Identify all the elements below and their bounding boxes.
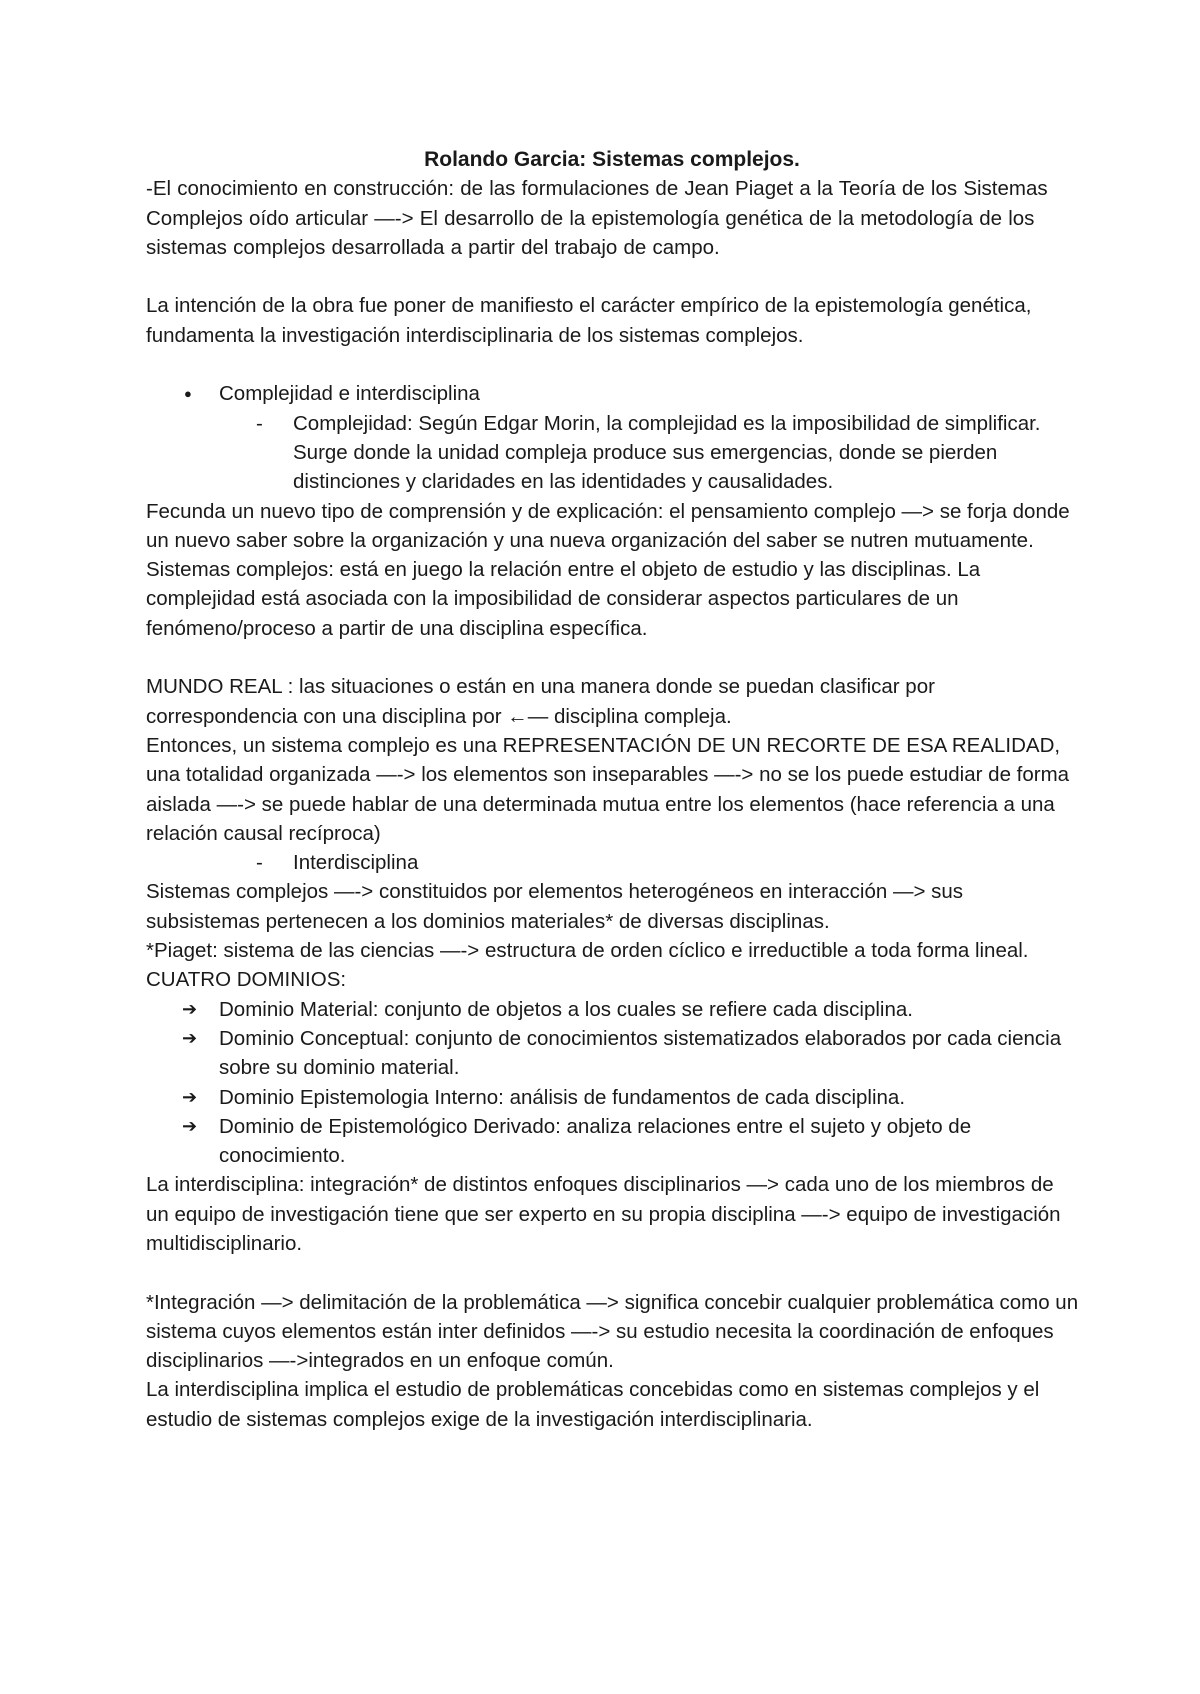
arrow-icon: ➔ [182,1086,198,1107]
blank-line [146,643,1080,672]
paragraph-entonces: Entonces, un sistema complejo es una REPRESENTACIÓN DE UN RECORTE DE ESA REALIDAD, una totalidad organizada —-> los elementos son inseparables —-> no se los puede estudiar de forma aislada —-> se puede hablar de una determinada mutua entre los elementos (hace referencia a una relación causal recíproca) [146,733,1070,845]
paragraph-piaget: *Piaget: sistema de las ciencias —-> estructura de orden cíclico e irreductible a toda forma lineal. CUATRO DOMINIOS: [146,939,1029,992]
list-item-text: Complejidad e interdisciplina [219,382,480,406]
arrow-icon: ➔ [182,998,198,1019]
paragraph-sistemas-complejos: Sistemas complejos: está en juego la relación entre el objeto de estudio y las disciplinas. La complejidad está asociada con la imposibilidad de considerar aspectos particulares de un fenómeno/proceso a partir de una disciplina específica. [146,558,981,640]
dash-icon: - [256,851,263,875]
dash-list [146,848,1080,877]
list-item [146,409,1080,497]
list-item-text: Dominio Epistemologia Interno: análisis de fundamentos de cada disciplina. [219,1085,906,1109]
paragraph-interdisciplina: La interdisciplina: integración* de distintos enfoques disciplinarios —> cada uno de los miembros de un equipo de investigación tiene que ser experto en su propia disciplina —-> equipo de investigación multidisciplinario. [146,1173,1061,1255]
paragraph-mundo-real: MUNDO REAL : las situaciones o están en una manera donde se puedan clasificar por correspondencia con una disciplina por ←— disciplina compleja. [146,675,935,728]
list-item-text: Interdisciplina [293,851,419,875]
paragraph-conclusion: La interdisciplina implica el estudio de problemáticas concebidas como en sistemas complejos y el estudio de sistemas complejos exige de la investigación interdisciplinaria. [146,1378,1040,1431]
arrow-list [146,995,1080,1171]
paragraph-constituidos: Sistemas complejos —-> constituidos por elementos heterogéneos en interacción —> sus subsistemas pertenecen a los dominios materiales* de diversas disciplinas. [146,880,964,933]
list-item [146,1083,1080,1112]
list-item-text: Dominio Material: conjunto de objetos a los cuales se refiere cada disciplina. [219,997,913,1021]
bullet-list [146,379,1080,408]
list-item [146,1112,1080,1171]
paragraph-intention: La intención de la obra fue poner de manifiesto el carácter empírico de la epistemología genética, fundamenta la investigación interdisciplinaria de los sistemas complejos. [146,294,1032,347]
blank-line [146,262,1080,291]
dash-icon: - [256,411,263,435]
list-item [146,995,1080,1024]
blank-line [146,350,1080,379]
list-item-text: Complejidad: Según Edgar Morin, la complejidad es la imposibilidad de simplificar. Surge donde la unidad compleja produce sus emergencias, donde se pierden distinciones y claridades en las identidades y causalidades. [293,411,1041,494]
paragraph-intro: -El conocimiento en construcción: de las formulaciones de Jean Piaget a la Teoría de los Sistemas Complejos oído articular —-> El desarrollo de la epistemología genética de la metodología de los sistemas complejos desarrollada a partir del trabajo de campo. [146,177,1048,259]
list-item [146,848,1080,877]
paragraph-integracion: *Integración —> delimitación de la problemática —> significa concebir cualquier problemática como un sistema cuyos elementos están inter definidos —-> su estudio necesita la coordinación de enfoques disciplinarios —->integrados en un enfoque común. [146,1290,1079,1373]
paragraph-fecunda: Fecunda un nuevo tipo de comprensión y de explicación: el pensamiento complejo —> se forja donde un nuevo saber sobre la organización y una nueva organización del saber se nutren mutuamente. [146,499,1070,552]
arrow-icon: ➔ [182,1027,198,1048]
bullet-icon: ● [184,386,192,402]
list-item [146,379,1080,408]
dash-list [146,409,1080,497]
blank-line [146,1258,1080,1287]
list-item-text: Dominio de Epistemológico Derivado: analiza relaciones entre el sujeto y objeto de conocimiento. [219,1114,972,1168]
document-title: Rolando Garcia: Sistemas complejos. [424,148,800,171]
list-item [146,1024,1080,1083]
list-item-text: Dominio Conceptual: conjunto de conocimientos sistematizados elaborados por cada ciencia sobre su dominio material. [219,1026,1062,1080]
arrow-icon: ➔ [182,1115,198,1136]
